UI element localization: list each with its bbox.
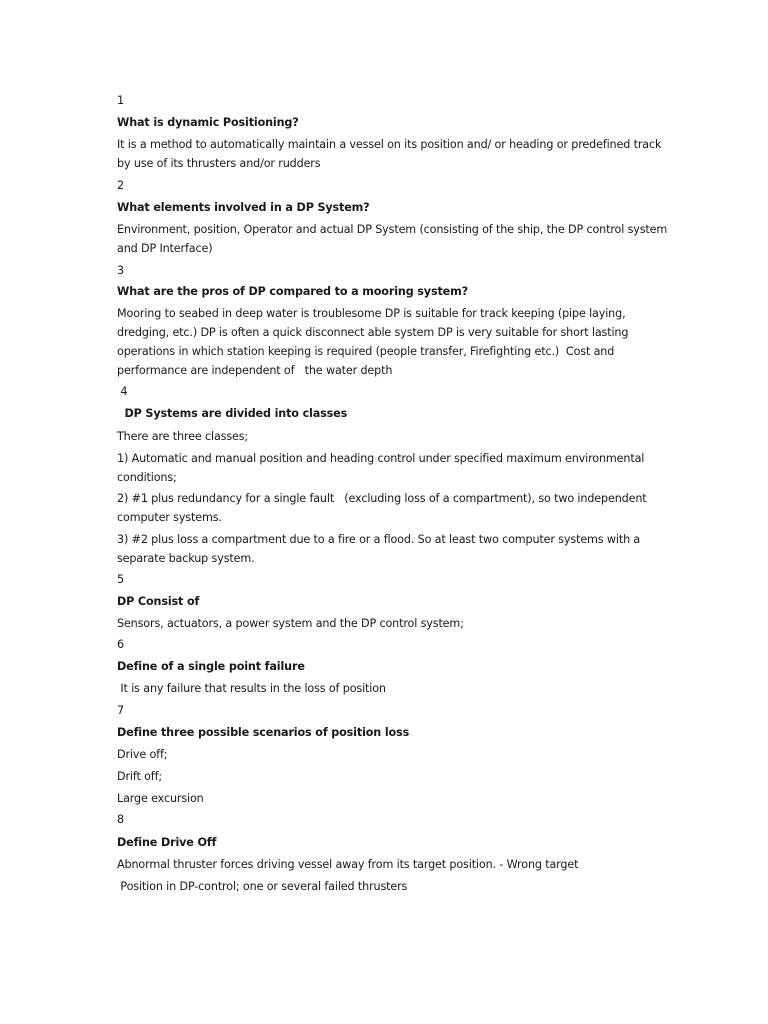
- answer-line: Position in DP-control; one or several failed thrusters: [117, 880, 408, 893]
- question-heading: Define Drive Off: [117, 836, 217, 849]
- item-number: 1: [117, 94, 124, 107]
- answer-line: It is any failure that results in the loss of position: [117, 682, 386, 695]
- answer-line: 2) #1 plus redundancy for a single fault (excluding loss of a compartment), so two independent: [117, 492, 647, 505]
- answer-line: operations in which station keeping is required (people transfer, Firefighting etc.) Cost and: [117, 345, 615, 358]
- item-number: 3: [117, 264, 124, 277]
- answer-line: computer systems.: [117, 511, 222, 524]
- answer-line: performance are independent of the water depth: [117, 364, 393, 377]
- question-heading: Define three possible scenarios of position loss: [117, 726, 410, 739]
- item-number: 5: [117, 573, 124, 586]
- answer-line: Large excursion: [117, 792, 204, 805]
- answer-line: conditions;: [117, 471, 177, 484]
- answer-line: by use of its thrusters and/or rudders: [117, 157, 321, 170]
- question-heading: DP Systems are divided into classes: [117, 407, 348, 420]
- item-number: 6: [117, 638, 124, 651]
- item-number: 8: [117, 813, 124, 826]
- answer-line: Mooring to seabed in deep water is troublesome DP is suitable for track keeping (pipe laying,: [117, 307, 626, 320]
- answer-line: There are three classes;: [117, 430, 249, 443]
- item-number: 2: [117, 179, 124, 192]
- question-heading: What are the pros of DP compared to a mooring system?: [117, 285, 468, 298]
- question-heading: What is dynamic Positioning?: [117, 116, 299, 129]
- answer-line: 1) Automatic and manual position and heading control under specified maximum environmental: [117, 452, 645, 465]
- question-heading: Define of a single point failure: [117, 660, 305, 673]
- answer-line: Abnormal thruster forces driving vessel away from its target position. - Wrong target: [117, 858, 579, 871]
- answer-line: Environment, position, Operator and actual DP System (consisting of the ship, the DP control system: [117, 223, 668, 236]
- item-number: 7: [117, 704, 124, 717]
- answer-line: and DP Interface): [117, 242, 213, 255]
- answer-line: separate backup system.: [117, 552, 255, 565]
- answer-line: Drive off;: [117, 748, 168, 761]
- question-heading: DP Consist of: [117, 595, 200, 608]
- answer-line: dredging, etc.) DP is often a quick disconnect able system DP is very suitable for short lasting: [117, 326, 629, 339]
- answer-line: Drift off;: [117, 770, 162, 783]
- answer-line: 3) #2 plus loss a compartment due to a fire or a flood. So at least two computer systems with a: [117, 533, 641, 546]
- question-heading: What elements involved in a DP System?: [117, 201, 370, 214]
- answer-line: Sensors, actuators, a power system and the DP control system;: [117, 617, 464, 630]
- answer-line: It is a method to automatically maintain a vessel on its position and/ or heading or predefined track: [117, 138, 662, 151]
- item-number: 4: [117, 385, 128, 398]
